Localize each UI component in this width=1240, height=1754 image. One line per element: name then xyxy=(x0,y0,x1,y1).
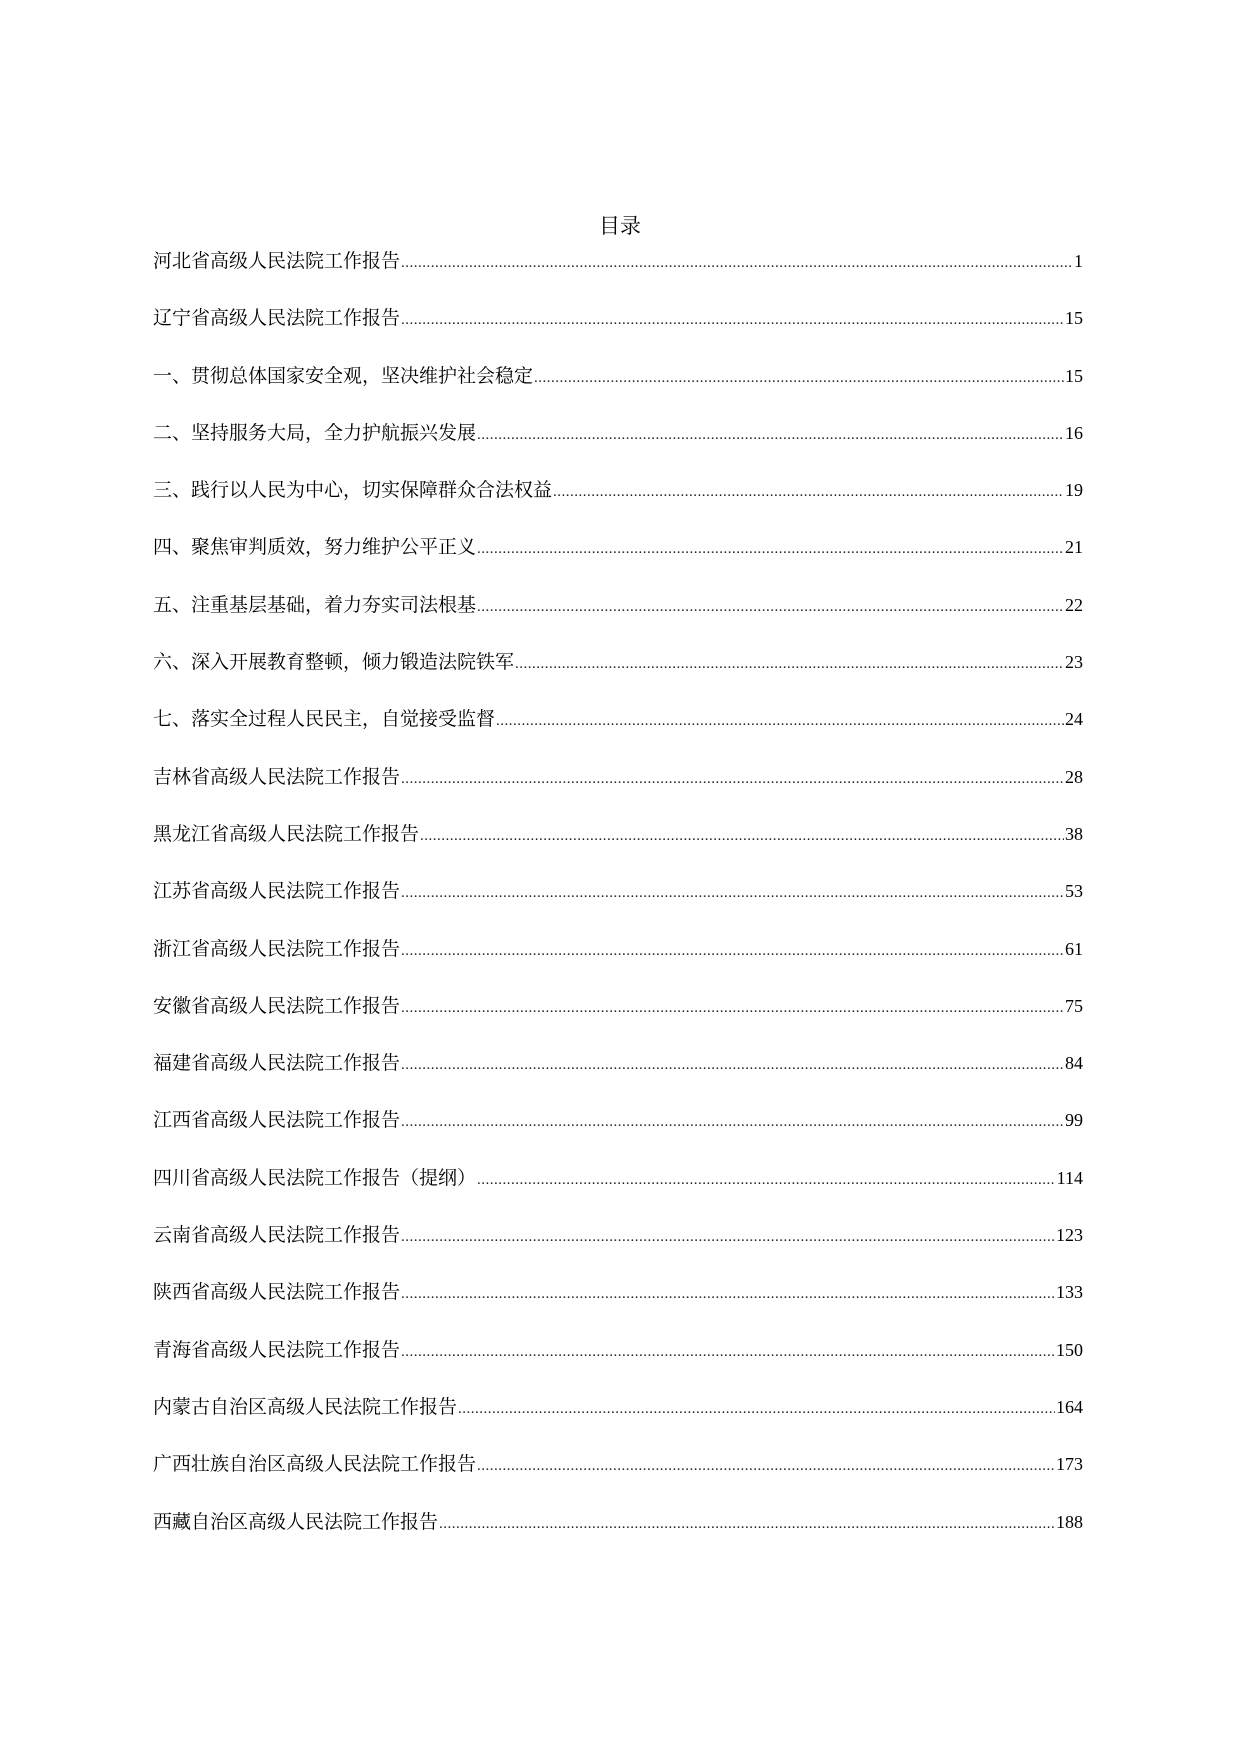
toc-entry-text: 吉林省高级人民法院工作报告 xyxy=(153,765,401,788)
toc-entry-page-number: 21 xyxy=(1065,537,1083,558)
toc-dot-leader xyxy=(401,766,1064,792)
toc-entry[interactable] xyxy=(153,1451,1083,1508)
toc-entry[interactable] xyxy=(153,592,1083,649)
toc-entry[interactable] xyxy=(153,706,1083,763)
toc-entry-page-number: 188 xyxy=(1056,1511,1083,1532)
toc-dot-leader xyxy=(477,422,1064,448)
toc-dot-leader xyxy=(477,1167,1056,1193)
toc-dot-leader xyxy=(401,250,1073,276)
toc-entry[interactable] xyxy=(153,1165,1083,1222)
toc-dot-leader xyxy=(477,1453,1055,1479)
toc-dot-leader xyxy=(439,1511,1055,1537)
toc-entry[interactable] xyxy=(153,1222,1083,1279)
toc-entry-page-number: 16 xyxy=(1065,422,1083,443)
toc-entry-page-number: 38 xyxy=(1065,823,1083,844)
toc-dot-leader xyxy=(401,307,1064,333)
toc-entry-page-number: 28 xyxy=(1065,766,1083,787)
toc-entry-page-number: 123 xyxy=(1056,1225,1083,1246)
toc-entry-page-number: 15 xyxy=(1065,365,1083,386)
toc-entry-text: 黑龙江省高级人民法院工作报告 xyxy=(153,822,420,845)
toc-entry[interactable] xyxy=(153,649,1083,706)
toc-dot-leader xyxy=(477,594,1064,620)
toc-entry-text: 内蒙古自治区高级人民法院工作报告 xyxy=(153,1395,458,1418)
toc-entry-page-number: 173 xyxy=(1056,1454,1083,1475)
toc-entry-text: 江苏省高级人民法院工作报告 xyxy=(153,880,401,903)
toc-entry-text: 四、聚焦审判质效，努力维护公平正义 xyxy=(153,536,477,559)
toc-entry-page-number: 24 xyxy=(1065,709,1083,730)
toc-entry-text: 陕西省高级人民法院工作报告 xyxy=(153,1281,401,1304)
toc-entry-page-number: 133 xyxy=(1056,1282,1083,1303)
toc-entry-text: 西藏自治区高级人民法院工作报告 xyxy=(153,1510,439,1533)
toc-entry-text: 广西壮族自治区高级人民法院工作报告 xyxy=(153,1453,477,1476)
toc-entry[interactable] xyxy=(153,993,1083,1050)
toc-title: 目录 xyxy=(599,214,641,238)
toc-entry-text: 云南省高级人民法院工作报告 xyxy=(153,1224,401,1247)
toc-entry[interactable] xyxy=(153,248,1083,305)
toc-entry[interactable] xyxy=(153,764,1083,821)
toc-dot-leader xyxy=(534,365,1064,391)
toc-entry-page-number: 114 xyxy=(1056,1167,1083,1188)
toc-entry[interactable] xyxy=(153,363,1083,420)
toc-entry-page-number: 53 xyxy=(1065,881,1083,902)
toc-entry[interactable] xyxy=(153,821,1083,878)
toc-dot-leader xyxy=(401,1339,1055,1365)
toc-entry-text: 一、贯彻总体国家安全观，坚决维护社会稳定 xyxy=(153,364,534,387)
toc-entry[interactable] xyxy=(153,305,1083,362)
toc-entry[interactable] xyxy=(153,1337,1083,1394)
toc-entry-page-number: 84 xyxy=(1065,1053,1083,1074)
toc-entry-page-number: 15 xyxy=(1065,308,1083,329)
toc-dot-leader xyxy=(420,823,1064,849)
toc-entry-text: 六、深入开展教育整顿，倾力锻造法院铁军 xyxy=(153,651,515,674)
toc-entry[interactable] xyxy=(153,1279,1083,1336)
toc-dot-leader xyxy=(401,1224,1055,1250)
toc-entry-text: 二、坚持服务大局，全力护航振兴发展 xyxy=(153,421,477,444)
toc-entry-text: 七、落实全过程人民民主，自觉接受监督 xyxy=(153,708,496,731)
toc-dot-leader xyxy=(458,1396,1055,1422)
toc-entry-page-number: 22 xyxy=(1065,594,1083,615)
toc-dot-leader xyxy=(401,880,1064,906)
toc-entry-page-number: 75 xyxy=(1065,995,1083,1016)
toc-dot-leader xyxy=(477,536,1064,562)
toc-dot-leader xyxy=(401,938,1064,964)
toc-entry-text: 江西省高级人民法院工作报告 xyxy=(153,1109,401,1132)
toc-dot-leader xyxy=(401,1109,1064,1135)
toc-dot-leader xyxy=(496,708,1064,734)
toc-entry[interactable] xyxy=(153,477,1083,534)
toc-entry[interactable] xyxy=(153,534,1083,591)
toc-entry-text: 五、注重基层基础，着力夯实司法根基 xyxy=(153,593,477,616)
toc-entry-text: 三、践行以人民为中心，切实保障群众合法权益 xyxy=(153,479,553,502)
toc-entry[interactable] xyxy=(153,1394,1083,1451)
toc-entry[interactable] xyxy=(153,420,1083,477)
toc-entry-text: 福建省高级人民法院工作报告 xyxy=(153,1052,401,1075)
toc-dot-leader xyxy=(553,479,1064,505)
toc-entry-page-number: 164 xyxy=(1056,1396,1083,1417)
toc-entry[interactable] xyxy=(153,1509,1083,1566)
toc-entry-page-number: 23 xyxy=(1065,652,1083,673)
toc-dot-leader xyxy=(515,651,1064,677)
toc-entry-page-number: 61 xyxy=(1065,938,1083,959)
toc-entry[interactable] xyxy=(153,878,1083,935)
toc-dot-leader xyxy=(401,1052,1064,1078)
toc-entry[interactable] xyxy=(153,936,1083,993)
toc-entry-page-number: 19 xyxy=(1065,480,1083,501)
toc-entry-page-number: 1 xyxy=(1074,251,1083,271)
toc-entry-text: 辽宁省高级人民法院工作报告 xyxy=(153,307,401,330)
toc-entry-text: 浙江省高级人民法院工作报告 xyxy=(153,937,401,960)
toc-entry-page-number: 99 xyxy=(1065,1110,1083,1131)
toc-entry-text: 四川省高级人民法院工作报告（提纲） xyxy=(153,1166,477,1189)
toc-list xyxy=(153,248,1083,1566)
toc-entry[interactable] xyxy=(153,1050,1083,1107)
toc-entry-text: 安徽省高级人民法院工作报告 xyxy=(153,994,401,1017)
toc-dot-leader xyxy=(401,1281,1055,1307)
toc-entry-page-number: 150 xyxy=(1056,1339,1083,1360)
toc-dot-leader xyxy=(401,995,1064,1021)
toc-entry-text: 河北省高级人民法院工作报告 xyxy=(153,250,401,272)
toc-entry[interactable] xyxy=(153,1107,1083,1164)
toc-entry-text: 青海省高级人民法院工作报告 xyxy=(153,1338,401,1361)
